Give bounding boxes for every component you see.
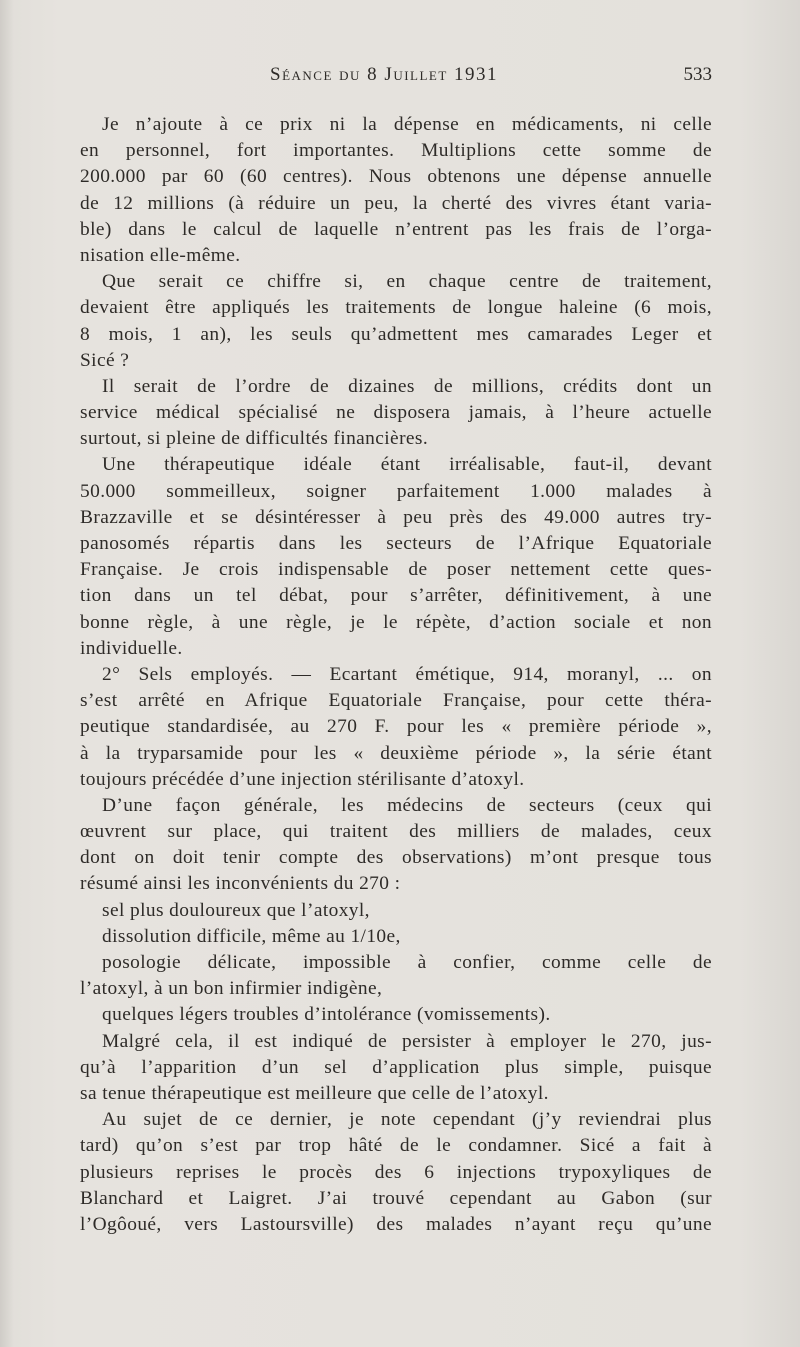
text-line: toujours précédée d’une injection stérilisante d’atoxyl. — [80, 768, 525, 790]
text-line: D’une façon générale, les médecins de secteurs (ceux qui — [102, 794, 712, 816]
paragraph — [80, 1107, 712, 1238]
text-line: en personnel, fort importantes. Multiplions cette somme de — [80, 140, 712, 162]
running-title: Séance du 8 Juillet 1931 — [270, 64, 499, 85]
text-line: quelques légers troubles d’intolérance (vomissements). — [102, 1004, 551, 1026]
text-line: résumé ainsi les inconvénients du 270 : — [80, 873, 401, 895]
text-line: devaient être appliqués les traitements de longue haleine (6 mois, — [80, 297, 712, 319]
paragraph — [80, 662, 712, 793]
text-line: bonne règle, à une règle, je le répète, d’action sociale et non — [80, 611, 712, 633]
text-line: œuvrent sur place, qui traitent des milliers de malades, ceux — [80, 821, 712, 843]
text-line: tion dans un tel débat, pour s’arrêter, définitivement, à une — [80, 585, 712, 607]
text-line: individuelle. — [80, 637, 183, 659]
text-line: Au sujet de ce dernier, je note cependant (j’y reviendrai plus — [102, 1109, 712, 1131]
paragraph — [80, 1002, 712, 1028]
text-line: tard) qu’on s’est par trop hâté de le condamner. Sicé a fait à — [80, 1135, 712, 1157]
text-line: dissolution difficile, même au 1/10e, — [102, 925, 401, 947]
text-line: sel plus douloureux que l’atoxyl, — [102, 899, 370, 921]
body-text — [80, 112, 712, 1238]
text-line: 200.000 par 60 (60 centres). Nous obtenons une dépense annuelle — [80, 166, 712, 188]
text-line: Il serait de l’ordre de dizaines de millions, crédits dont un — [102, 375, 712, 397]
page-number: 533 — [683, 64, 712, 85]
text-line: posologie délicate, impossible à confier, comme celle de — [102, 952, 712, 973]
text-line: Sicé ? — [80, 349, 130, 371]
text-line: Que serait ce chiffre si, en chaque centre de traitement, — [102, 271, 712, 293]
text-line: panosomés répartis dans les secteurs de l’Afrique Equatoriale — [80, 533, 712, 554]
text-line: qu’à l’apparition d’un sel d’application plus simple, puisque — [80, 1056, 712, 1078]
text-line: dont on doit tenir compte des observations) m’ont presque tous — [80, 847, 712, 869]
text-line: surtout, si pleine de difficultés financières. — [80, 428, 429, 450]
text-line: ble) dans le calcul de laquelle n’entrent pas les frais de l’orga- — [80, 218, 712, 240]
paragraph — [80, 374, 712, 453]
text-line: Une thérapeutique idéale étant irréalisable, faut-il, devant — [102, 454, 712, 476]
text-line: nisation elle-même. — [80, 244, 241, 266]
text-line: service médical spécialisé ne disposera jamais, à l’heure actuelle — [80, 402, 712, 424]
text-line: Je n’ajoute à ce prix ni la dépense en médicaments, ni celle — [102, 114, 712, 135]
text-line: 2° Sels employés. — Ecartant émétique, 914, moranyl, ... on — [102, 663, 712, 685]
paragraph — [80, 112, 712, 269]
text-line: sa tenue thérapeutique est meilleure que celle de l’atoxyl. — [80, 1082, 549, 1104]
text-line: l’atoxyl, à un bon infirmier indigène, — [80, 978, 383, 1000]
paragraph — [80, 1029, 712, 1108]
paragraph — [80, 950, 712, 1002]
text-line: Blanchard et Laigret. J’ai trouvé cependant au Gabon (sur — [80, 1187, 712, 1209]
paragraph — [80, 898, 712, 924]
text-line: peutique standardisée, au 270 F. pour les « première période », — [80, 716, 712, 738]
text-line: plusieurs reprises le procès des 6 injections trypoxyliques de — [80, 1161, 712, 1183]
text-line: Française. Je crois indispensable de poser nettement cette ques- — [80, 559, 712, 581]
text-line: de 12 millions (à réduire un peu, la cherté des vivres étant varia- — [80, 192, 712, 214]
text-line: l’Ogôoué, vers Lastoursville) des malades n’ayant reçu qu’une — [80, 1213, 712, 1235]
paragraph — [80, 269, 712, 374]
text-line: à la tryparsamide pour les « deuxième période », la série étant — [80, 742, 712, 764]
paragraph — [80, 452, 712, 662]
text-line: Malgré cela, il est indiqué de persister à employer le 270, jus- — [102, 1030, 712, 1052]
paragraph — [80, 793, 712, 898]
text-line: Brazzaville et se désintéresser à peu près des 49.000 autres try- — [80, 506, 712, 528]
text-line: 8 mois, 1 an), les seuls qu’admettent mes camarades Leger et — [80, 323, 712, 345]
page-header — [0, 62, 800, 92]
text-line: 50.000 sommeilleux, soigner parfaitement 1.000 malades à — [80, 480, 712, 502]
paragraph — [80, 924, 712, 950]
text-line: s’est arrêté en Afrique Equatoriale Française, pour cette théra- — [80, 690, 712, 712]
